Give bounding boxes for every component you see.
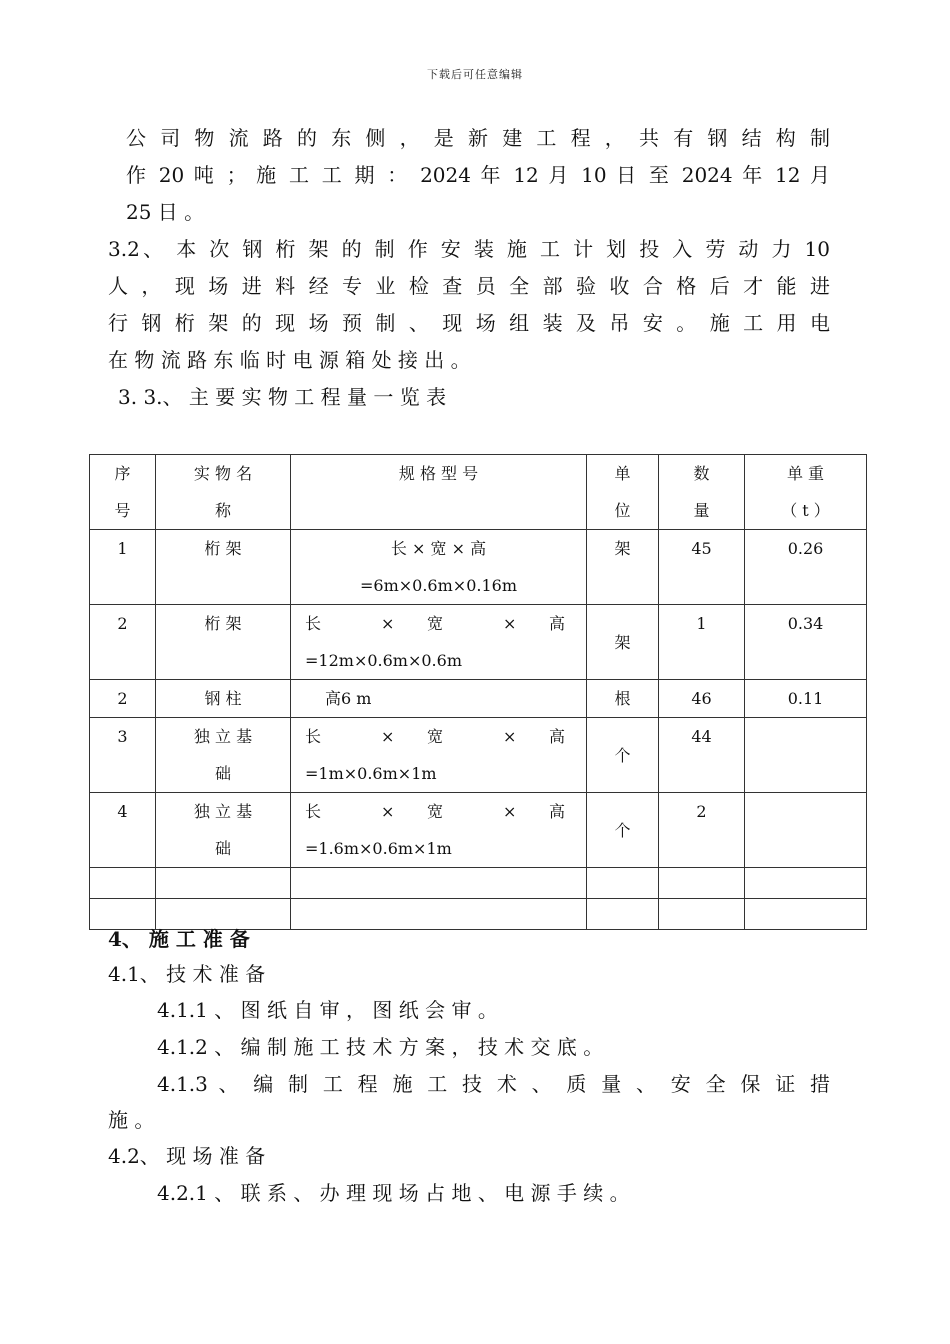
para1-line3: 25 日 。 (126, 200, 205, 224)
cell-spec: 长 × 宽 × 高 =1m×0.6m×1m (291, 718, 587, 793)
item-413-line1: 4.1.3 、 编 制 工 程 施 工 技 术 、 质 量 、 安 全 保 证 措 (157, 1072, 830, 1096)
header-unit: 单 位 (587, 455, 659, 530)
cell-name: 桁 架 (156, 605, 291, 680)
section4-title: 4、 施 工 准 备 (108, 927, 250, 951)
cell-name: 桁 架 (156, 530, 291, 605)
cell-seq: 2 (90, 605, 156, 680)
table-row (90, 793, 867, 868)
section41-heading: 4.1、 技 术 准 备 (108, 962, 266, 986)
header-seq: 序 号 (90, 455, 156, 530)
item-421: 4.2.1 、 联 系 、 办 理 现 场 占 地 、 电 源 手 续 。 (157, 1181, 630, 1205)
para2-line4: 在 物 流 路 东 临 时 电 源 箱 处 接 出 。 (108, 348, 471, 372)
cell-weight: 0.26 (745, 530, 867, 605)
para1-line2: 作 20 吨 ； 施 工 工 期 ： 2024 年 12 月 10 日 至 2024 年 12 月 (126, 163, 830, 187)
cell-weight: 0.34 (745, 605, 867, 680)
header-spec: 规 格 型 号 (291, 455, 587, 530)
cell-qty: 1 (659, 605, 745, 680)
cell-unit: 根 (587, 680, 659, 718)
cell-seq: 3 (90, 718, 156, 793)
para2-line1: 3.2、 本 次 钢 桁 架 的 制 作 安 装 施 工 计 划 投 入 劳 动 力 10 (108, 237, 830, 261)
header-name: 实 物 名 称 (156, 455, 291, 530)
table-row-empty (90, 868, 867, 899)
cell-spec: 长 × 宽 × 高 =12m×0.6m×0.6m (291, 605, 587, 680)
cell-name: 独 立 基 础 (156, 718, 291, 793)
cell-seq: 2 (90, 680, 156, 718)
cell-seq: 1 (90, 530, 156, 605)
item-412: 4.1.2 、 编 制 施 工 技 术 方 案 ， 技 术 交 底 。 (157, 1035, 604, 1059)
section42-heading: 4.2、 现 场 准 备 (108, 1144, 266, 1168)
para1-line1: 公 司 物 流 路 的 东 侧 ， 是 新 建 工 程 ， 共 有 钢 结 构 制 (126, 126, 830, 150)
item-413-line2: 施 。 (108, 1108, 155, 1132)
cell-weight (745, 718, 867, 793)
item-411: 4.1.1 、 图 纸 自 审 ， 图 纸 会 审 。 (157, 998, 498, 1022)
header-weight: 单 重 （ t ） (745, 455, 867, 530)
cell-seq: 4 (90, 793, 156, 868)
cell-spec: 长 × 宽 × 高 =6m×0.6m×0.16m (291, 530, 587, 605)
table-title: 3. 3.、 主 要 实 物 工 程 量 一 览 表 (118, 385, 447, 409)
cell-name: 独 立 基 础 (156, 793, 291, 868)
cell-qty: 46 (659, 680, 745, 718)
cell-weight: 0.11 (745, 680, 867, 718)
page-header: 下载后可任意编辑 (427, 68, 523, 81)
cell-weight (745, 793, 867, 868)
para2-line2: 人 ， 现 场 进 料 经 专 业 检 查 员 全 部 验 收 合 格 后 才 能 进 (108, 274, 830, 298)
cell-qty: 44 (659, 718, 745, 793)
table-row (90, 605, 867, 680)
table-row (90, 530, 867, 605)
cell-unit: 个 (587, 793, 659, 868)
quantity-table (89, 454, 867, 930)
cell-name: 钢 柱 (156, 680, 291, 718)
para2-line3: 行 钢 桁 架 的 现 场 预 制 、 现 场 组 装 及 吊 安 。 施 工 用 电 (108, 311, 830, 335)
cell-qty: 2 (659, 793, 745, 868)
cell-unit: 架 (587, 605, 659, 680)
header-qty: 数 量 (659, 455, 745, 530)
table-header-row (90, 455, 867, 530)
cell-spec: 长 × 宽 × 高 =1.6m×0.6m×1m (291, 793, 587, 868)
cell-qty: 45 (659, 530, 745, 605)
cell-unit: 架 (587, 530, 659, 605)
table-row (90, 680, 867, 718)
cell-unit: 个 (587, 718, 659, 793)
cell-spec: 高6 m (291, 680, 587, 718)
table-row (90, 718, 867, 793)
